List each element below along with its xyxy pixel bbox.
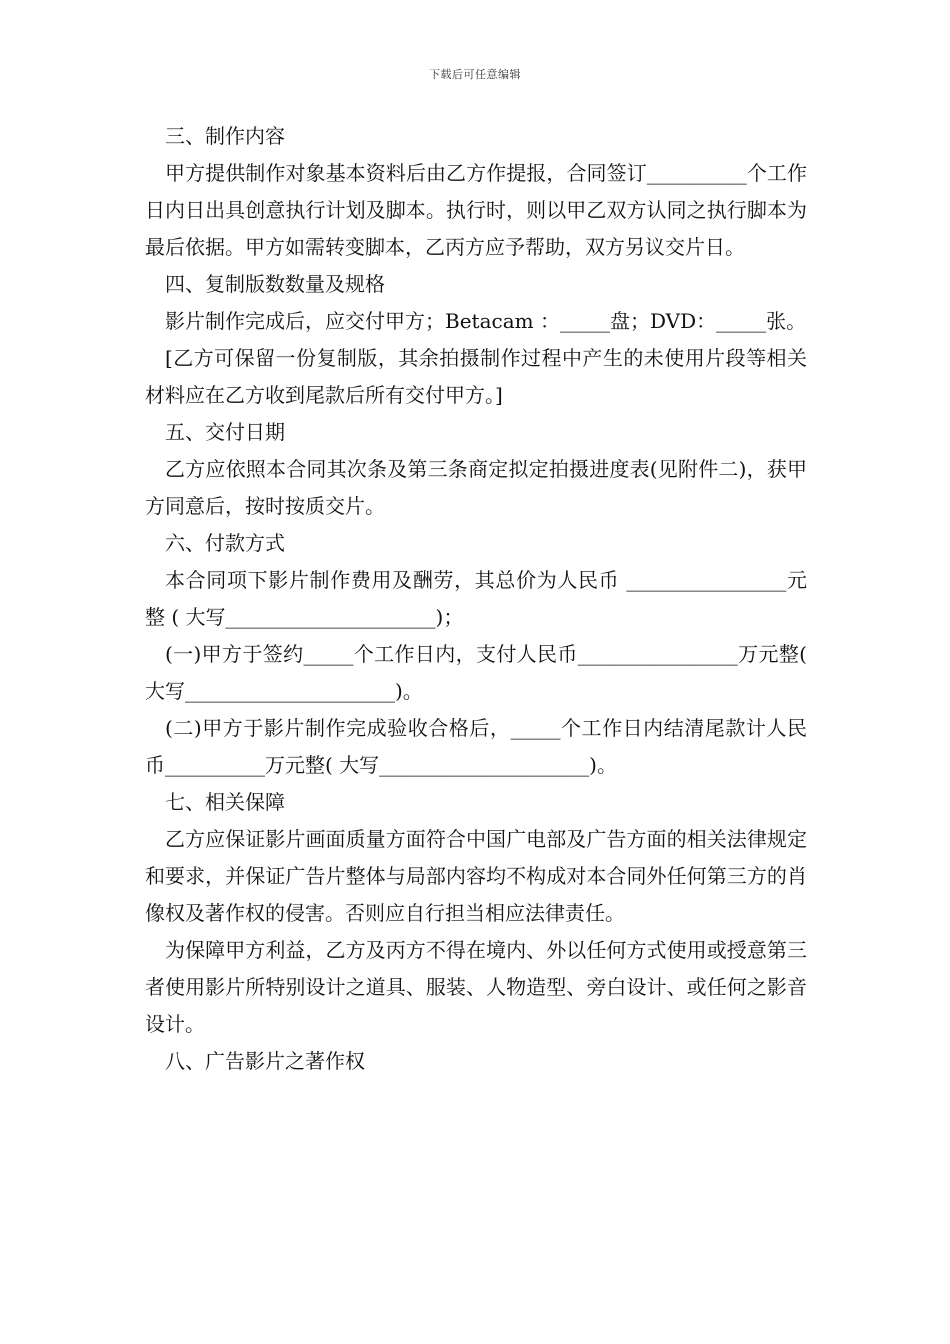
section-7-heading: 七、相关保障 bbox=[165, 790, 285, 814]
document-body bbox=[145, 118, 814, 1080]
section-5-paragraph-1: 乙方应依照本合同其次条及第三条商定拟定拍摄进度表(见附件二)，获甲方同意后，按时按质交片。 bbox=[145, 457, 807, 518]
section-4-paragraph-2: [乙方可保留一份复制版，其余拍摄制作过程中产生的未使用片段等相关材料应在乙方收到尾款后所有交付甲方。] bbox=[145, 346, 807, 407]
section-6-paragraph-3: (二)甲方于影片制作完成验收合格后，_____个工作日内结清尾款计人民币__________万元整( 大写_____________________)。 bbox=[145, 716, 807, 777]
section-6-paragraph-1: 本合同项下影片制作费用及酬劳，其总价为人民币 ________________元整 ( 大写_____________________)； bbox=[145, 568, 807, 629]
section-4-paragraph-1: 影片制作完成后，应交付甲方；Betacam ：_____盘；DVD：_____张。 bbox=[165, 309, 807, 333]
page-header-note: 下载后可任意编辑 bbox=[429, 68, 521, 81]
section-6-heading: 六、付款方式 bbox=[165, 531, 285, 555]
section-3-paragraph-1: 甲方提供制作对象基本资料后由乙方作提报，合同签订__________个工作日内日出具创意执行计划及脚本。执行时，则以甲乙双方认同之执行脚本为最后依据。甲方如需转变脚本，乙丙方应予帮助，双方另议交片日。 bbox=[145, 161, 807, 259]
section-5-heading: 五、交付日期 bbox=[165, 420, 285, 444]
section-4-heading: 四、复制版数数量及规格 bbox=[165, 272, 385, 296]
section-7-paragraph-1: 乙方应保证影片画面质量方面符合中国广电部及广告方面的相关法律规定和要求，并保证广告片整体与局部内容均不构成对本合同外任何第三方的肖像权及著作权的侵害。否则应自行担当相应法律责任。 bbox=[145, 827, 807, 925]
section-8-heading: 八、广告影片之著作权 bbox=[165, 1049, 365, 1073]
section-7-paragraph-2: 为保障甲方利益，乙方及丙方不得在境内、外以任何方式使用或授意第三者使用影片所特别设计之道具、服装、人物造型、旁白设计、或任何之影音设计。 bbox=[145, 938, 807, 1036]
section-3-heading: 三、制作内容 bbox=[165, 124, 285, 148]
section-6-paragraph-2: (一)甲方于签约_____个工作日内，支付人民币________________万元整( 大写_____________________)。 bbox=[145, 642, 814, 703]
